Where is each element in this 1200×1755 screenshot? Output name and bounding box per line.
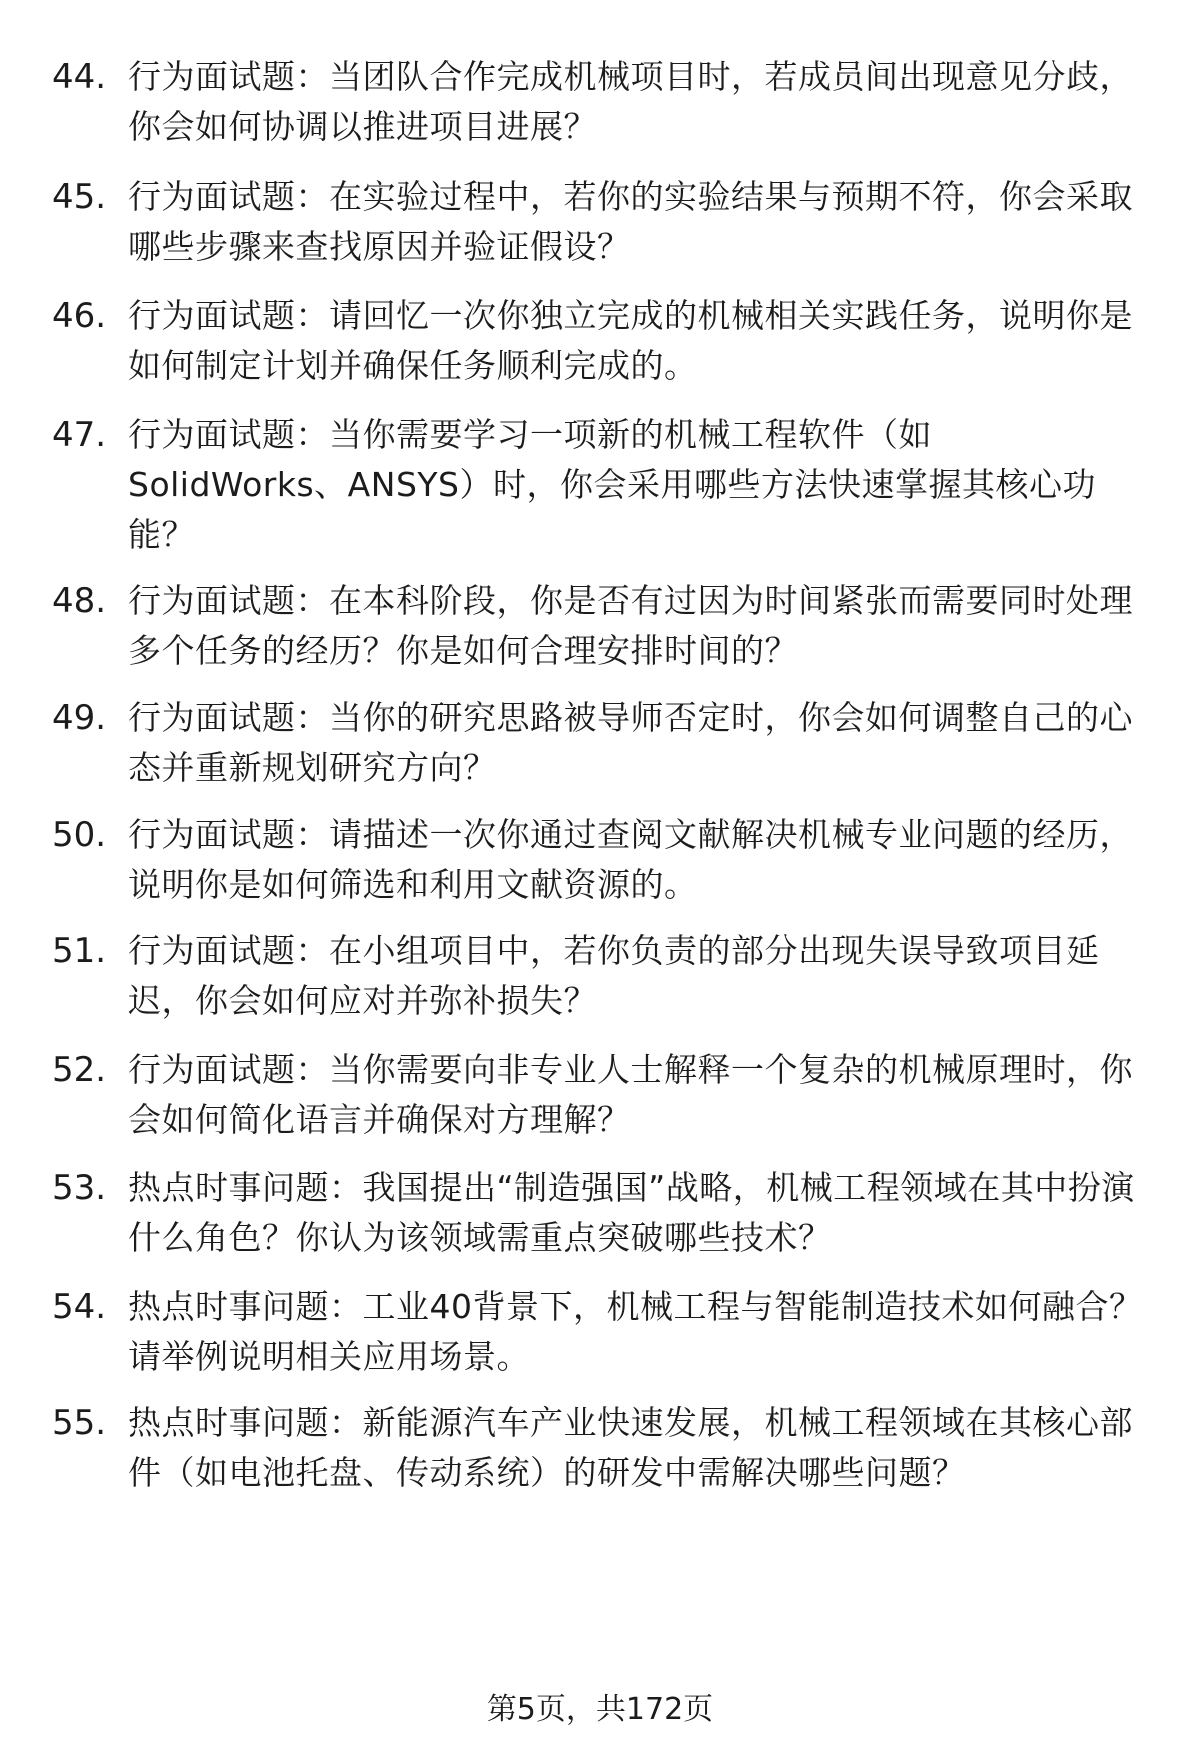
question-text: 热点时事问题：新能源汽车产业快速发展，机械工程领域在其核心部件（如电池托盘、传动系统）的研发中需解决哪些问题？ — [128, 1403, 1133, 1492]
question-number: 44. — [52, 57, 107, 97]
question-text: 热点时事问题：我国提出“制造强国”战略，机械工程领域在其中扮演什么角色？你认为该领域需重点突破哪些技术？ — [128, 1168, 1135, 1257]
question-number: 51. — [52, 931, 107, 971]
question-number: 52. — [52, 1050, 107, 1090]
question-number: 49. — [52, 698, 107, 738]
question-text: 行为面试题：在本科阶段，你是否有过因为时间紧张而需要同时处理多个任务的经历？你是如何合理安排时间的？ — [128, 581, 1133, 670]
question-number: 46. — [52, 296, 107, 336]
question-number: 48. — [52, 581, 107, 621]
question-number: 54. — [52, 1287, 107, 1327]
question-number: 55. — [52, 1403, 107, 1443]
question-text: 行为面试题：在小组项目中，若你负责的部分出现失误导致项目延迟，你会如何应对并弥补损失？ — [128, 931, 1100, 1020]
question-number: 53. — [52, 1168, 107, 1208]
question-text: 热点时事问题：工业40背景下，机械工程与智能制造技术如何融合？请举例说明相关应用场景。 — [128, 1287, 1143, 1376]
question-text: 行为面试题：请描述一次你通过查阅文献解决机械专业问题的经历，说明你是如何筛选和利用文献资源的。 — [128, 815, 1133, 904]
question-text: 行为面试题：当你需要学习一项新的机械工程软件（如SolidWorks、ANSYS）时，你会采用哪些方法快速掌握其核心功能？ — [128, 415, 1096, 554]
question-text: 行为面试题：在实验过程中，若你的实验结果与预期不符，你会采取哪些步骤来查找原因并验证假设？ — [128, 177, 1133, 266]
question-text: 行为面试题：当你的研究思路被导师否定时，你会如何调整自己的心态并重新规划研究方向？ — [128, 698, 1133, 787]
question-text: 行为面试题：请回忆一次你独立完成的机械相关实践任务，说明你是如何制定计划并确保任务顺利完成的。 — [128, 296, 1133, 385]
question-text: 行为面试题：当团队合作完成机械项目时，若成员间出现意见分歧，你会如何协调以推进项目进展？ — [128, 57, 1133, 146]
question-number: 47. — [52, 415, 107, 455]
page-footer: 第5页，共172页 — [486, 1692, 714, 1727]
question-text: 行为面试题：当你需要向非专业人士解释一个复杂的机械原理时，你会如何简化语言并确保对方理解？ — [128, 1050, 1133, 1139]
question-number: 45. — [52, 177, 107, 217]
question-number: 50. — [52, 815, 107, 855]
